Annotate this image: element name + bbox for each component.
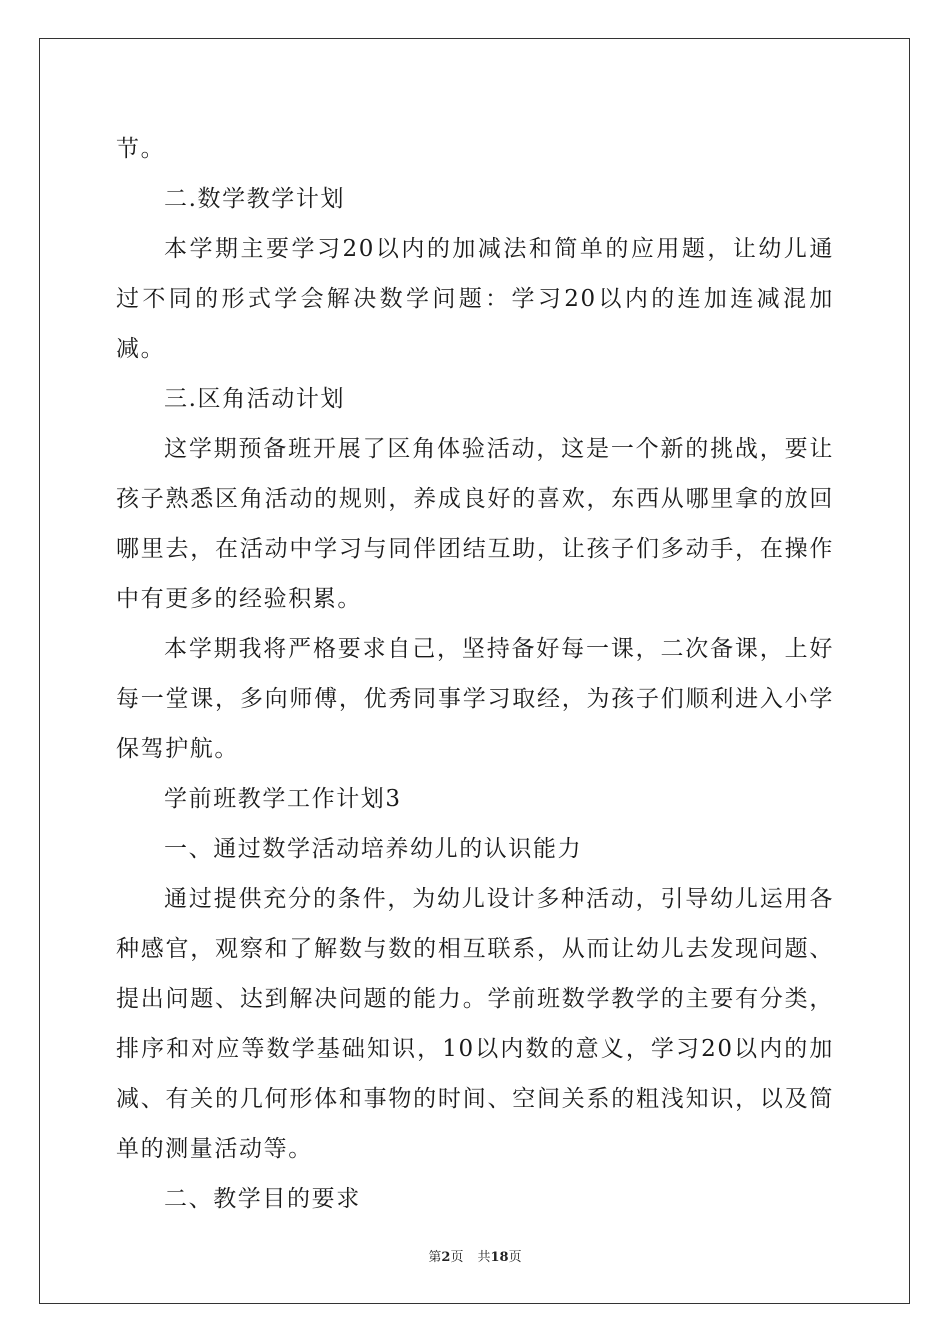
page-number-current: 2 xyxy=(441,1250,451,1265)
page-footer xyxy=(0,1246,950,1265)
page-prefix: 第 xyxy=(428,1250,442,1265)
paragraph: 这学期预备班开展了区角体验活动，这是一个新的挑战，要让孩子熟悉区角活动的规则，养成良好的喜欢，东西从哪里拿的放回哪里去，在活动中学习与同伴团结互助，让孩子们多动手，在操作中有更多的经验积累。 xyxy=(116,436,834,612)
section-heading: 二.数学教学计划 xyxy=(164,186,346,212)
total-prefix: 共 xyxy=(477,1250,491,1265)
page-number-total: 18 xyxy=(490,1250,509,1265)
section-heading: 二、教学目的要求 xyxy=(164,1186,361,1212)
document-body xyxy=(116,124,834,1224)
section-heading: 一、通过数学活动培养幼儿的认识能力 xyxy=(164,836,583,862)
paragraph: 本学期我将严格要求自己，坚持备好每一课，二次备课，上好每一堂课，多向师傅，优秀同事学习取经，为孩子们顺利进入小学保驾护航。 xyxy=(116,636,834,762)
paragraph: 节。 xyxy=(116,136,166,162)
section-heading: 三.区角活动计划 xyxy=(164,386,346,412)
paragraph: 本学期主要学习20以内的加减法和简单的应用题，让幼儿通过不同的形式学会解决数学问题：学习20以内的连加连减混加减。 xyxy=(116,236,834,362)
paragraph: 通过提供充分的条件，为幼儿设计多种活动，引导幼儿运用各种感官，观察和了解数与数的相互联系，从而让幼儿去发现问题、提出问题、达到解决问题的能力。学前班数学教学的主要有分类，排序和对应等数学基础知识，10以内数的意义，学习20以内的加减、有关的几何形体和事物的时间、空间关系的粗浅知识，以及简单的测量活动等。 xyxy=(116,886,834,1162)
total-suffix: 页 xyxy=(508,1250,522,1265)
document-title: 学前班教学工作计划3 xyxy=(164,786,402,812)
page-suffix: 页 xyxy=(450,1250,464,1265)
